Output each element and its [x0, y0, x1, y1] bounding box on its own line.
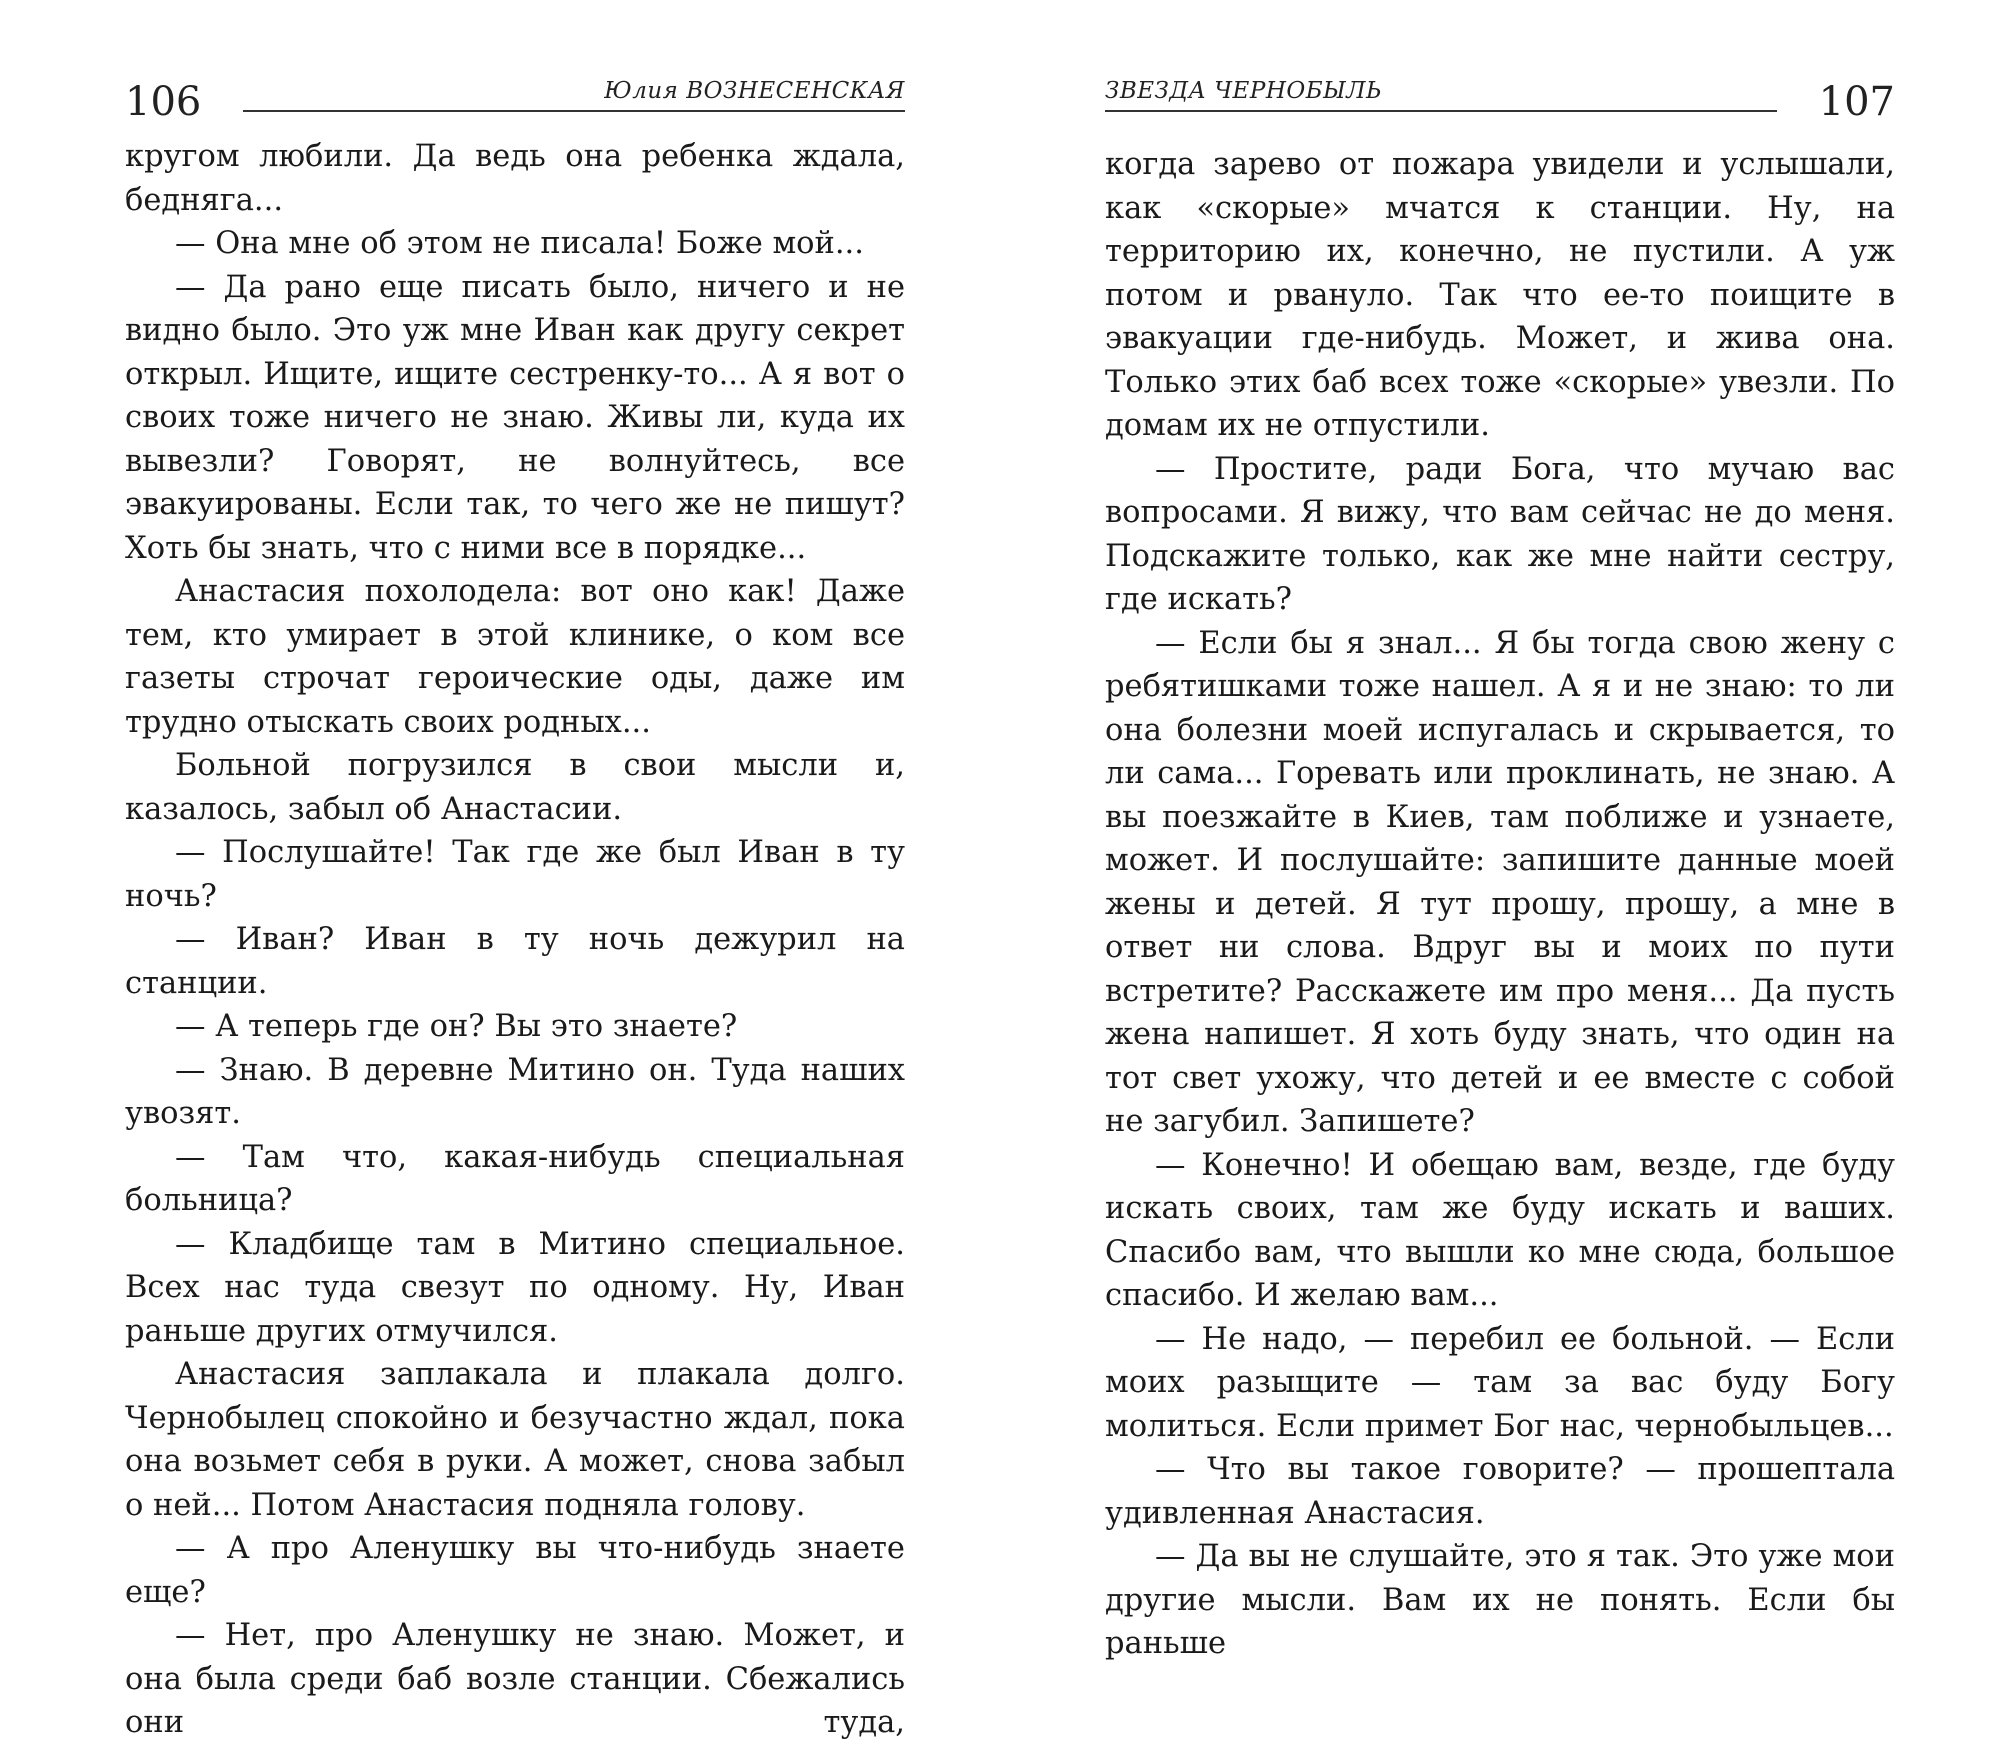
left-header-rule — [243, 110, 905, 112]
paragraph: когда зарево от пожара увидели и услышали, как «скорые» мчатся к станции. Ну, на территорию их, конечно, не пустили. А уж потом и рвануло. Так что ее-то поищите в эвакуации где-нибудь. Может, и жива она. Только этих баб всех тоже «скорые» увезли. По домам их не отпустили. — [1105, 147, 1895, 443]
paragraph: кругом любили. Да ведь она ребенка ждала, бедняга... — [125, 139, 905, 218]
paragraph: — Простите, ради Бога, что мучаю вас вопросами. Я вижу, что вам сейчас не до меня. Подскажите только, как же мне найти сестру, где искать? — [1105, 451, 1895, 617]
paragraph: — Конечно! И обещаю вам, везде, где буду искать своих, там же буду искать и ваших. Спасибо вам, что вышли ко мне сюда, большое спасибо. И желаю вам... — [1105, 1147, 1895, 1313]
paragraph: — Кладбище там в Митино специальное. Всех нас туда свезут по одному. Ну, Иван раньше других отмучился. — [125, 1226, 905, 1349]
paragraph: — Нет, про Аленушку не знаю. Может, и она была среди баб возле станции. Сбежались они туда, — [125, 1618, 905, 1740]
left-running-title: Юлия ВОЗНЕСЕНСКАЯ — [604, 78, 905, 104]
paragraph: — Да вы не слушайте, это я так. Это уже мои другие мысли. Вам их не понять. Если бы раньше — [1105, 1539, 1895, 1661]
right-page-text — [1105, 143, 1895, 1666]
left-page-number: 106 — [125, 79, 202, 125]
paragraph: — Она мне об этом не писала! Боже мой... — [175, 226, 864, 261]
right-running-title: ЗВЕЗДА ЧЕРНОБЫЛЬ — [1105, 78, 1382, 104]
left-page — [0, 0, 1000, 1740]
paragraph: Анастасия похолодела: вот оно как! Даже тем, кто умирает в этой клинике, о ком все газеты строчат героические оды, даже им трудно отыскать своих родных... — [125, 574, 905, 740]
paragraph: — А теперь где он? Вы это знаете? — [175, 1009, 738, 1044]
paragraph: Больной погрузился в свои мысли и, казалось, забыл об Анастасии. — [125, 748, 905, 827]
paragraph: — Иван? Иван в ту ночь дежурил на станции. — [125, 922, 905, 1001]
paragraph: — Да рано еще писать было, ничего и не видно было. Это уж мне Иван как другу секрет открыл. Ищите, ищите сестренку-то... А я вот о своих тоже ничего не знаю. Живы ли, куда их вывезли? Говорят, не волнуйтесь, все эвакуированы. Если так, то чего же не пишут? Хоть бы знать, что с ними все в порядке... — [125, 269, 905, 566]
paragraph: — Что вы такое говорите? — прошептала удивленная Анастасия. — [1105, 1452, 1895, 1531]
right-page-number: 107 — [1818, 79, 1895, 125]
left-page-text — [125, 135, 905, 1745]
right-page-header — [1105, 72, 1895, 132]
paragraph: — Если бы я знал... Я бы тогда свою жену с ребятишками тоже нашел. А я и не знаю: то ли она болезни моей испугалась и скрывается, то ли сама... Горевать или проклинать, не знаю. А вы поезжайте в Киев, там поближе и узнаете, может. И послушайте: запишите данные моей жены и детей. Я тут прошу, прошу, а мне в ответ ни слова. Вдруг вы и моих по пути встретите? Расскажете им про меня... Да пусть жена напишет. Я хоть буду знать, что один на тот свет ухожу, что детей и ее вместе с собой не загубил. Запишете? — [1105, 625, 1895, 1139]
paragraph: — Знаю. В деревне Митино он. Туда наших увозят. — [125, 1052, 905, 1131]
right-header-rule — [1105, 110, 1777, 112]
paragraph: — Послушайте! Так где же был Иван в ту ночь? — [125, 835, 905, 914]
paragraph: — Не надо, — перебил ее больной. — Если моих разыщите — там за вас буду Богу молиться. Если примет Бог нас, чернобыльцев... — [1105, 1321, 1895, 1444]
right-page — [1000, 0, 2000, 1661]
paragraph: — А про Аленушку вы что-нибудь знаете еще? — [125, 1531, 905, 1610]
paragraph: Анастасия заплакала и плакала долго. Чернобылец спокойно и безучастно ждал, пока она возьмет себя в руки. А может, снова забыл о ней... Потом Анастасия подняла голову. — [125, 1357, 905, 1523]
paragraph: — Там что, какая-нибудь специальная больница? — [125, 1139, 905, 1218]
left-page-header — [125, 72, 905, 132]
